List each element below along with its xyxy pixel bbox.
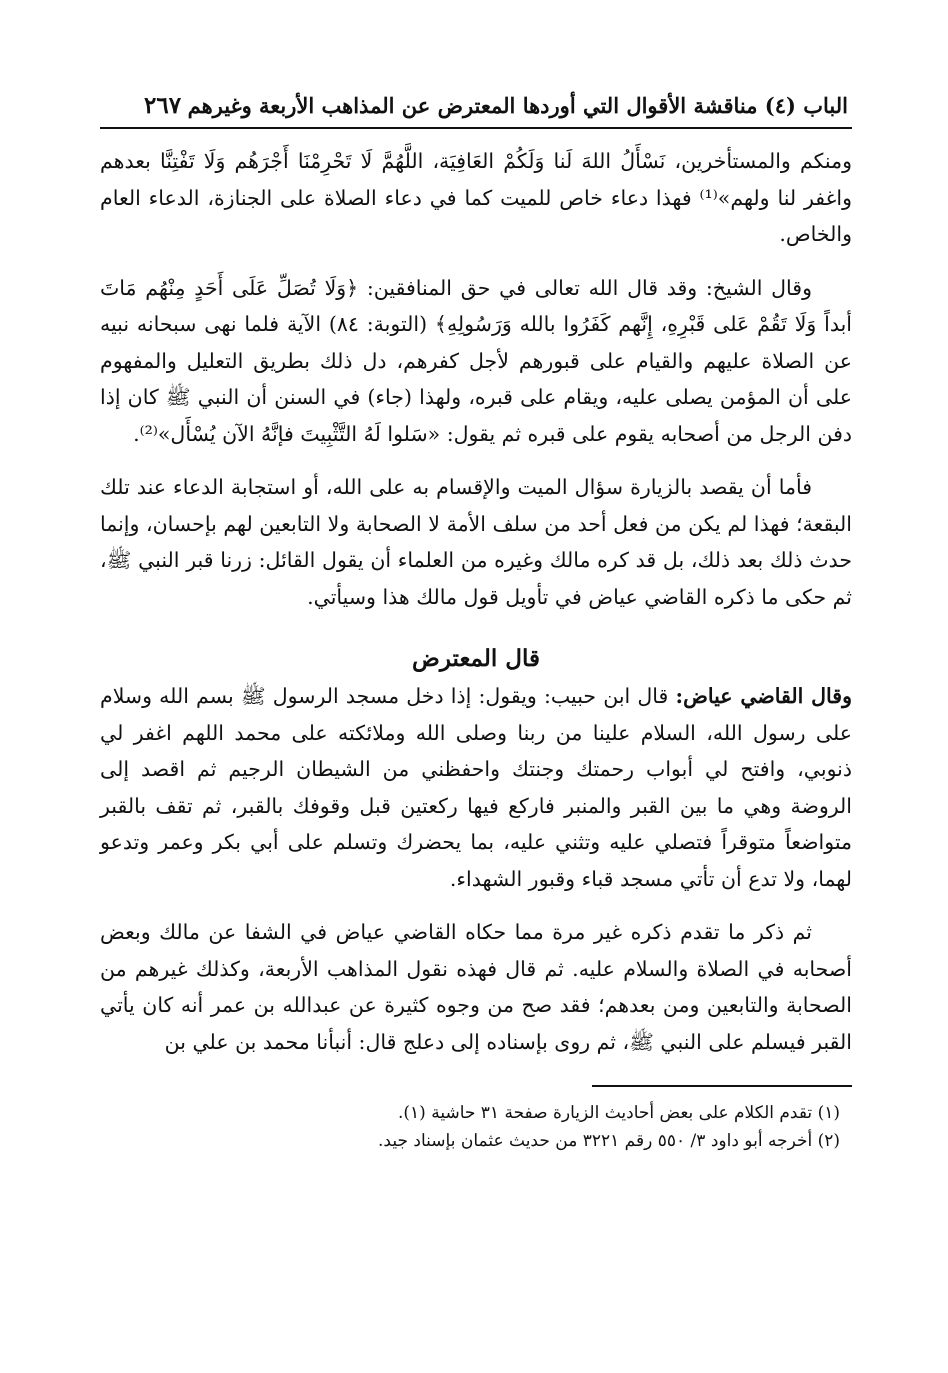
footnote-1: (١) تقدم الكلام على بعض أحاديث الزيارة صفحة ٣١ حاشية (١).	[397, 1103, 840, 1123]
paragraph-3: فأما أن يقصد بالزيارة سؤال الميت والإقسام به على الله، أو استجابة الدعاء عند تلك البقعة؛ فهذا لم يكن من فعل أحد من سلف الأمة لا الصحابة ولا التابعين لهم بإحسان، وإنما حدث ذلك بعد ذلك، بل قد كره مالك وغيره من العلماء أن يقول القائل: زرنا قبر النبي ﷺ، ثم حكى ما ذكره القاضي عياض في تأويل قول مالك هذا وسيأتي.	[100, 475, 852, 609]
footnote-2: (٢) أخرجه أبو داود ٣/ ٥٥٠ رقم ٣٢٢١ من حديث عثمان بإسناد جيد.	[378, 1131, 840, 1151]
paragraph-4	[100, 678, 852, 897]
paragraph-4-lead: وقال القاضي عياض:	[675, 684, 852, 708]
footnote-divider	[592, 1085, 852, 1087]
page-body	[100, 143, 852, 1060]
paragraph-2: وقال الشيخ: وقد قال الله تعالى في حق المنافقين: ﴿وَلَا تُصَلِّ عَلَى أَحَدٍ مِنْهُم مَاتَ أبداً وَلَا تَقُمْ عَلى قَبْرِهِ، إِنَّهم كَفَرُوا بالله وَرَسُولِهِ﴾ (التوبة: ٨٤) الآية فلما نهى سبحانه نبيه عن الصلاة عليهم والقيام على قبورهم لأجل كفرهم، دل ذلك بطريق التعليل والمفهوم على أن المؤمن يصلى عليه، ويقام على قبره، ولهذا (جاء) في السنن أن النبي ﷺ كان إذا دفن الرجل من أصحابه يقوم على قبره ثم يقول: «سَلوا لَهُ التَّثْبِيتَ فإنَّهُ الآن يُسْأَل»⁽²⁾.	[100, 275, 852, 446]
paragraph-4-text: قال ابن حبيب: ويقول: إذا دخل مسجد الرسول ﷺ بسم الله وسلام على رسول الله، السلام علينا من ربنا وصلى الله وملائكته على محمد اللهم اغفر لي ذنوبي، وافتح لي أبواب رحمتك وجنتك واحفظني من الشيطان الرجيم ثم اقصد إلى الروضة وهي ما بين القبر والمنبر فاركع فيها ركعتين قبل وقوفك بالقبر، ثم تقف بالقبر متواضعاً متوقراً فتصلي عليه وتثني عليه، بما يحضرك وتسلم على أبي بكر وعمر وتدعو لهما، ولا تدع أن تأتي مسجد قباء وقبور الشهداء.	[100, 684, 852, 891]
page-number: ٢٦٧	[144, 92, 182, 119]
running-header	[100, 92, 852, 129]
paragraph-1: ومنكم والمستأخرين، نَسْأَلُ اللهَ لَنا وَلَكُمْ العَافِيَة، اللَّهُمَّ لَا تَحْرِمْنَا أَجْرَهُم وَلَا تَفْتِنَّا بعدهم واغفر لنا ولهم»⁽¹⁾ فهذا دعاء خاص للميت كما في دعاء الصلاة على الجنازة، الدعاء العام والخاص.	[100, 149, 852, 246]
section-title: قال المعترض	[412, 645, 540, 672]
book-page	[100, 92, 852, 1155]
paragraph-5: ثم ذكر ما تقدم ذكره غير مرة مما حكاه القاضي عياض في الشفا عن مالك وبعض أصحابه في الصلاة والسلام عليه. ثم قال فهذه نقول المذاهب الأربعة، وكذلك غيرهم من الصحابة والتابعين ومن بعدهم؛ فقد صح من وجوه كثيرة عن عبدالله بن عمر أنه كان يأتي القبر فيسلم على النبي ﷺ، ثم روى بإسناده إلى دعلج قال: أنبأنا محمد بن علي بن	[100, 920, 852, 1054]
chapter-title: الباب (٤) مناقشة الأقوال التي أوردها المعترض عن المذاهب الأربعة وغيرهم	[187, 93, 848, 118]
